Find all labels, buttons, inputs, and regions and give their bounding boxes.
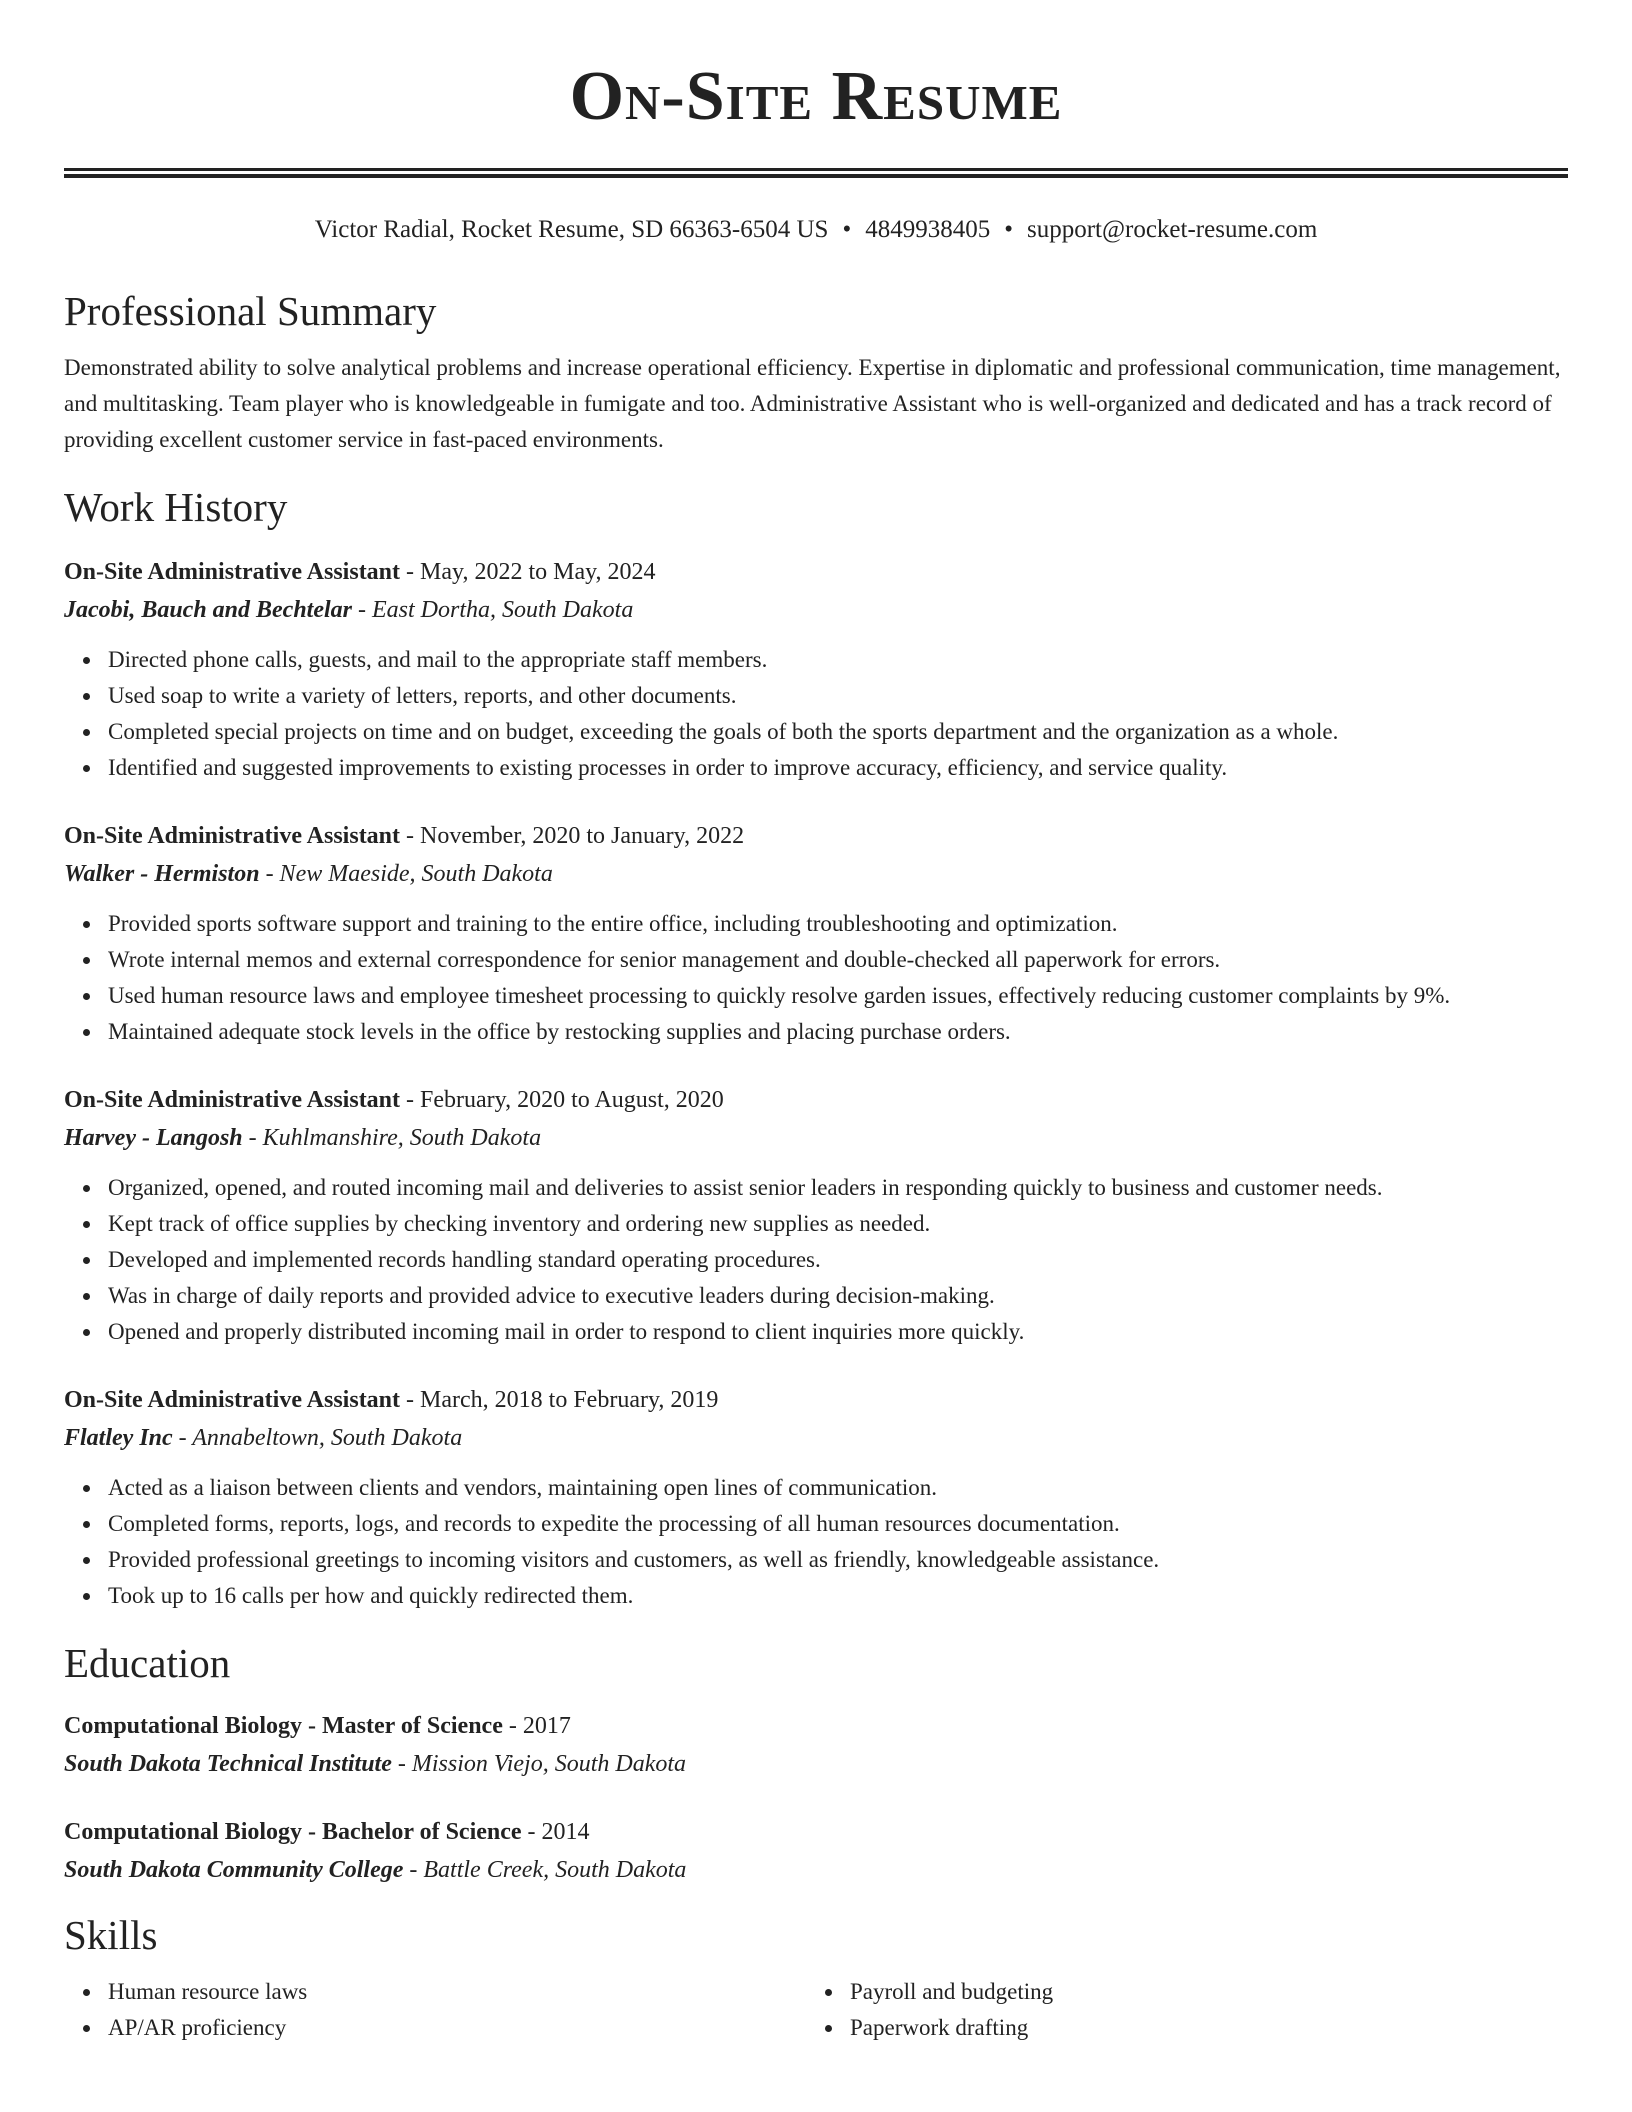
- skill-item: AP/AR proficiency: [108, 2010, 806, 2046]
- job-entry: [64, 554, 1568, 786]
- title-divider: [64, 168, 1568, 178]
- job-company: Harvey - Langosh: [64, 1125, 243, 1151]
- job-company: Flatley Inc: [64, 1425, 173, 1451]
- job-company: Jacobi, Bauch and Bechtelar: [64, 597, 353, 623]
- job-dates: - November, 2020 to January, 2022: [400, 823, 745, 849]
- list-item: Developed and implemented records handling standard operating procedures.: [108, 1242, 1568, 1278]
- list-item: Directed phone calls, guests, and mail to the appropriate staff members.: [108, 642, 1568, 678]
- list-item: Took up to 16 calls per how and quickly redirected them.: [108, 1578, 1568, 1614]
- skills-column-right: [806, 1974, 1548, 2046]
- graduation-year: - 2017: [502, 1713, 571, 1739]
- list-item: Used soap to write a variety of letters, reports, and other documents.: [108, 678, 1568, 714]
- education-entry: [64, 1814, 1568, 1890]
- school-location: - Battle Creek, South Dakota: [403, 1857, 687, 1883]
- contact-separator: •: [842, 216, 852, 243]
- education-heading: Education: [64, 1640, 231, 1686]
- graduation-year: - 2014: [521, 1819, 590, 1845]
- list-item: Opened and properly distributed incoming mail in order to respond to client inquiries more quickly.: [108, 1314, 1568, 1350]
- job-duties: [64, 906, 1568, 1050]
- contact-separator: •: [1004, 216, 1013, 243]
- education-entry: [64, 1708, 1568, 1784]
- degree-line: [64, 1708, 1568, 1744]
- degree-line: [64, 1814, 1568, 1850]
- list-item: Completed special projects on time and on budget, exceeding the goals of both the sports department and the organization as a whole.: [108, 714, 1568, 750]
- job-company-line: [64, 1418, 1568, 1458]
- work-history-heading: Work History: [64, 484, 288, 530]
- skills-left-list: [64, 1974, 806, 2046]
- degree: Computational Biology - Bachelor of Science: [64, 1819, 522, 1845]
- job-title: On-Site Administrative Assistant: [64, 823, 401, 849]
- school-location: - Mission Viejo, South Dakota: [391, 1751, 687, 1777]
- job-company-line: [64, 1118, 1568, 1158]
- list-item: Wrote internal memos and external correspondence for senior management and double-checked all paperwork for errors.: [108, 942, 1568, 978]
- skills-list: [64, 1974, 1568, 2046]
- job-entry: [64, 818, 1568, 1050]
- list-item: Acted as a liaison between clients and vendors, maintaining open lines of communication.: [108, 1470, 1568, 1506]
- degree: Computational Biology - Master of Science: [64, 1713, 503, 1739]
- list-item: Used human resource laws and employee timesheet processing to quickly resolve garden issues, effectively reducing customer complaints by 9%.: [108, 978, 1568, 1014]
- list-item: Provided sports software support and training to the entire office, including troubleshooting and optimization.: [108, 906, 1568, 942]
- job-company: Walker - Hermiston: [64, 861, 260, 887]
- summary-text: Demonstrated ability to solve analytical problems and increase operational efficiency. Expertise in diplomatic and professional communication, time management, and multitasking. Team player who is knowledgeable in fumigate and too. Administrative Assistant who is well-organized and dedicated and has a track record of providing excellent customer service in fast-paced environments.: [64, 355, 1561, 452]
- job-duties: [64, 642, 1568, 786]
- job-company-line: [64, 590, 1568, 630]
- job-entry: [64, 1082, 1568, 1350]
- school-line: [64, 1744, 1568, 1784]
- skill-item: Payroll and budgeting: [850, 1974, 1548, 2010]
- job-title-line: [64, 554, 1568, 590]
- job-title-line: [64, 818, 1568, 854]
- school-line: [64, 1850, 1568, 1890]
- job-title-line: [64, 1082, 1568, 1118]
- job-location: - Kuhlmanshire, South Dakota: [242, 1125, 542, 1151]
- contact-address: Victor Radial, Rocket Resume, SD 66363-6504 US: [314, 216, 829, 243]
- job-dates: - March, 2018 to February, 2019: [400, 1387, 719, 1413]
- job-location: - East Dortha, South Dakota: [352, 597, 634, 623]
- job-duties: [64, 1170, 1568, 1350]
- list-item: Provided professional greetings to incoming visitors and customers, as well as friendly, knowledgeable assistance.: [108, 1542, 1568, 1578]
- job-dates: - May, 2022 to May, 2024: [400, 559, 656, 585]
- contact-line: [64, 214, 1568, 246]
- job-location: - New Maeside, South Dakota: [259, 861, 553, 887]
- list-item: Kept track of office supplies by checking inventory and ordering new supplies as needed.: [108, 1206, 1568, 1242]
- job-location: - Annabeltown, South Dakota: [172, 1425, 463, 1451]
- list-item: Completed forms, reports, logs, and records to expedite the processing of all human resources documentation.: [108, 1506, 1568, 1542]
- school-name: South Dakota Community College: [64, 1857, 404, 1883]
- skills-right-list: [806, 1974, 1548, 2046]
- job-dates: - February, 2020 to August, 2020: [400, 1087, 724, 1113]
- job-title: On-Site Administrative Assistant: [64, 1087, 401, 1113]
- resume-title: On-Site Resume: [569, 58, 1063, 135]
- job-title: On-Site Administrative Assistant: [64, 559, 401, 585]
- job-title: On-Site Administrative Assistant: [64, 1387, 401, 1413]
- skills-heading: Skills: [64, 1912, 158, 1958]
- list-item: Organized, opened, and routed incoming mail and deliveries to assist senior leaders in responding quickly to business and customer needs.: [108, 1170, 1568, 1206]
- list-item: Maintained adequate stock levels in the office by restocking supplies and placing purchase orders.: [108, 1014, 1568, 1050]
- contact-email: support@rocket-resume.com: [1026, 216, 1318, 243]
- list-item: Was in charge of daily reports and provided advice to executive leaders during decision-making.: [108, 1278, 1568, 1314]
- job-entry: [64, 1382, 1568, 1614]
- school-name: South Dakota Technical Institute: [64, 1751, 392, 1777]
- skill-item: Human resource laws: [108, 1974, 806, 2010]
- summary-heading: Professional Summary: [64, 288, 437, 334]
- contact-phone: 4849938405: [865, 216, 991, 243]
- job-duties: [64, 1470, 1568, 1614]
- skill-item: Paperwork drafting: [850, 2010, 1548, 2046]
- job-company-line: [64, 854, 1568, 894]
- job-title-line: [64, 1382, 1568, 1418]
- skills-column-left: [64, 1974, 806, 2046]
- list-item: Identified and suggested improvements to existing processes in order to improve accuracy, efficiency, and service quality.: [108, 750, 1568, 786]
